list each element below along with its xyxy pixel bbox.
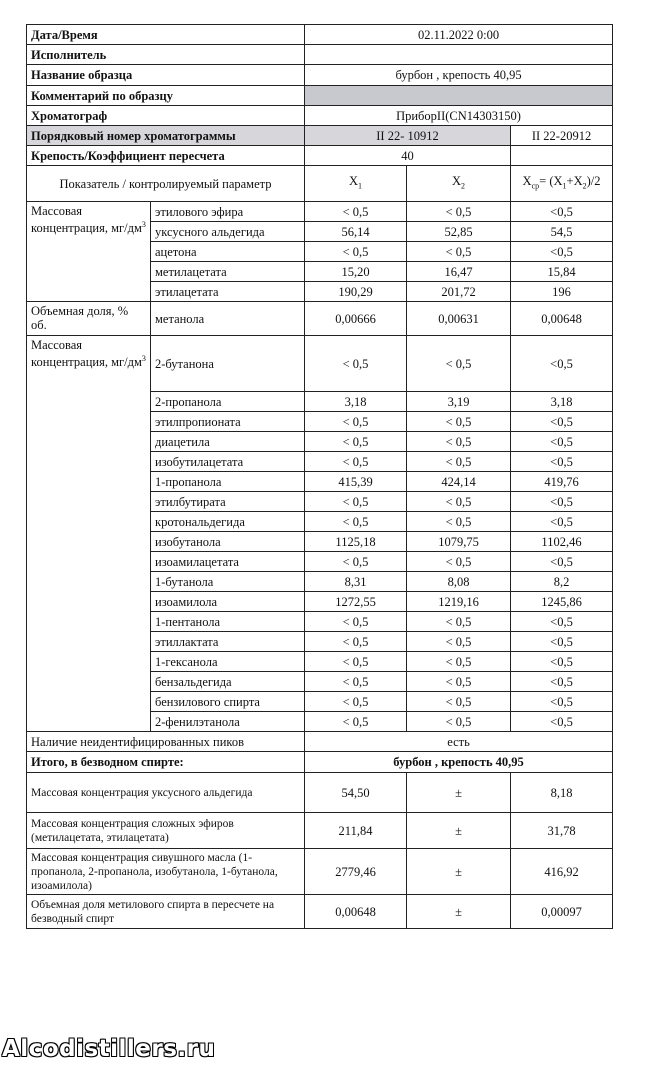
table-cell-avg: 196 [511,282,613,302]
summary-pm: ± [407,895,511,929]
summary-err: 416,92 [511,849,613,895]
table-cell-avg: 54,5 [511,222,613,242]
table-cell-x2: < 0,5 [407,242,511,262]
table-cell-x1: < 0,5 [305,412,407,432]
table-row-name: бензальдегида [151,672,305,692]
table-cell-x1: < 0,5 [305,672,407,692]
strength-label: Крепость/Коэффициент пересчета [27,146,305,166]
strength-empty-cell [511,146,613,166]
sample-value: бурбон , крепость 40,95 [305,65,613,86]
table-cell-avg: <0,5 [511,632,613,652]
table-cell-x1: 0,00666 [305,302,407,336]
summary-value: 0,00648 [305,895,407,929]
table-cell-avg: 1102,46 [511,532,613,552]
xavg-formula-c: )/2 [586,173,601,188]
table-row-name: диацетила [151,432,305,452]
table-cell-x2: < 0,5 [407,432,511,452]
table-cell-avg: 3,18 [511,392,613,412]
table-row-name: изоамилацетата [151,552,305,572]
table-cell-x2: < 0,5 [407,672,511,692]
watermark: Alcodistillers.ru [2,1036,216,1062]
total-label: Итого, в безводном спирте: [27,752,305,773]
table-row-name: 2-пропанола [151,392,305,412]
xavg-header [511,166,613,202]
table-cell-avg: <0,5 [511,712,613,732]
group3-label-sup: 3 [141,354,146,363]
xavg-header-letter: X [522,173,532,188]
table-row-name: этилпропионата [151,412,305,432]
table-cell-avg: 419,76 [511,472,613,492]
group1-label-text: Массовая концентрация, мг/дм [31,204,142,236]
table-row-name: этилбутирата [151,492,305,512]
table-cell-x1: 56,14 [305,222,407,242]
summary-value: 54,50 [305,773,407,813]
table-cell-x2: < 0,5 [407,492,511,512]
table-cell-x1: < 0,5 [305,202,407,222]
table-cell-avg: <0,5 [511,492,613,512]
table-cell-avg: <0,5 [511,612,613,632]
table-cell-x1: < 0,5 [305,336,407,392]
table-row-name: уксусного альдегида [151,222,305,242]
table-cell-x2: 52,85 [407,222,511,242]
unidentified-value: есть [305,732,613,752]
table-cell-avg: <0,5 [511,652,613,672]
table-cell-avg: <0,5 [511,552,613,572]
table-cell-x2: < 0,5 [407,652,511,672]
table-row-name: изобутилацетата [151,452,305,472]
table-cell-x1: 15,20 [305,262,407,282]
param-header: Показатель / контролируемый параметр [27,166,305,202]
table-cell-avg: 1245,86 [511,592,613,612]
x2-header [407,166,511,202]
table-cell-x1: < 0,5 [305,632,407,652]
table-cell-avg: 8,2 [511,572,613,592]
seq-value-2: II 22-20912 [511,126,613,146]
table-cell-x1: 415,39 [305,472,407,492]
table-cell-x1: < 0,5 [305,692,407,712]
table-cell-avg: 15,84 [511,262,613,282]
table-cell-x2: < 0,5 [407,202,511,222]
table-cell-avg: <0,5 [511,336,613,392]
table-cell-avg: <0,5 [511,202,613,222]
table-cell-avg: 0,00648 [511,302,613,336]
table-cell-x2: 0,00631 [407,302,511,336]
table-cell-x1: 1272,55 [305,592,407,612]
executor-value [305,45,613,65]
table-cell-x2: 201,72 [407,282,511,302]
summary-label: Массовая концентрация уксусного альдегида [27,773,305,813]
table-row-name: этилового эфира [151,202,305,222]
table-cell-avg: <0,5 [511,512,613,532]
group3-label-text: Массовая концентрация, мг/дм [31,338,142,370]
table-row-name: метилацетата [151,262,305,282]
table-cell-avg: <0,5 [511,412,613,432]
summary-label: Объемная доля метилового спирта в пересчете на безводный спирт [27,895,305,929]
comment-label: Комментарий по образцу [27,86,305,106]
table-cell-x1: 8,31 [305,572,407,592]
table-row-name: 2-бутанона [151,336,305,392]
table-cell-x1: < 0,5 [305,652,407,672]
table-row-name: 1-гексанола [151,652,305,672]
table-cell-x2: < 0,5 [407,412,511,432]
summary-pm: ± [407,813,511,849]
table-row-name: 1-пентанола [151,612,305,632]
table-cell-avg: <0,5 [511,692,613,712]
table-cell-avg: <0,5 [511,672,613,692]
table-row-name: кротональдегида [151,512,305,532]
group1-label-sup: 3 [141,220,146,229]
summary-value: 211,84 [305,813,407,849]
table-cell-avg: <0,5 [511,242,613,262]
summary-err: 8,18 [511,773,613,813]
table-row-name: 1-пропанола [151,472,305,492]
table-cell-x1: 3,18 [305,392,407,412]
table-cell-avg: <0,5 [511,452,613,472]
table-cell-x2: 8,08 [407,572,511,592]
chromatograph-value: ПриборII(CN14303150) [305,106,613,126]
chromatograph-label: Хроматограф [27,106,305,126]
table-cell-x2: < 0,5 [407,452,511,472]
table-cell-x1: < 0,5 [305,512,407,532]
table-cell-x1: < 0,5 [305,552,407,572]
table-cell-x1: 190,29 [305,282,407,302]
analysis-report-table [26,24,613,929]
table-cell-x2: < 0,5 [407,632,511,652]
table-cell-x2: < 0,5 [407,612,511,632]
table-row-name: метанола [151,302,305,336]
seq-value-1: II 22- 10912 [305,126,511,146]
table-cell-x2: 3,19 [407,392,511,412]
xavg-formula-a: = (X [539,173,563,188]
table-cell-x1: < 0,5 [305,612,407,632]
table-row-name: изоамилола [151,592,305,612]
group3-label [27,336,151,732]
table-row-name: этиллактата [151,632,305,652]
table-cell-x1: < 0,5 [305,452,407,472]
summary-err: 31,78 [511,813,613,849]
table-cell-x1: 1125,18 [305,532,407,552]
table-row-name: 2-фенилэтанола [151,712,305,732]
table-row-name: ацетона [151,242,305,262]
table-cell-x2: < 0,5 [407,512,511,532]
table-row-name: изобутанола [151,532,305,552]
date-value: 02.11.2022 0:00 [305,25,613,45]
xavg-header-sub: ср [531,181,540,191]
x2-header-letter: X [452,173,462,188]
group2-label: Объемная доля, % об. [27,302,151,336]
table-cell-x2: 424,14 [407,472,511,492]
x1-header-letter: X [349,173,359,188]
summary-label: Массовая концентрация сивушного масла (1-пропанола, 2-пропанола, изобутанола, 1-бутанола, изоамилола) [27,849,305,895]
table-cell-x2: 16,47 [407,262,511,282]
x2-header-sub: 2 [461,181,466,191]
sample-label: Название образца [27,65,305,86]
strength-value: 40 [305,146,511,166]
xavg-formula-sub1: 1 [562,181,567,191]
xavg-formula-sub2: 2 [582,181,587,191]
total-value: бурбон , крепость 40,95 [305,752,613,773]
summary-pm: ± [407,773,511,813]
table-cell-avg: <0,5 [511,432,613,452]
comment-value [305,86,613,106]
table-cell-x2: 1079,75 [407,532,511,552]
table-row-name: 1-бутанола [151,572,305,592]
table-cell-x1: < 0,5 [305,432,407,452]
table-cell-x2: 1219,16 [407,592,511,612]
unidentified-label: Наличие неидентифицированных пиков [27,732,305,752]
table-row-name: бензилового спирта [151,692,305,712]
summary-label: Массовая концентрация сложных эфиров (метилацетата, этилацетата) [27,813,305,849]
table-row-name: этилацетата [151,282,305,302]
table-cell-x1: < 0,5 [305,492,407,512]
table-cell-x2: < 0,5 [407,712,511,732]
summary-value: 2779,46 [305,849,407,895]
executor-label: Исполнитель [27,45,305,65]
table-cell-x2: < 0,5 [407,692,511,712]
seq-label: Порядковый номер хроматограммы [27,126,305,146]
table-cell-x1: < 0,5 [305,242,407,262]
summary-err: 0,00097 [511,895,613,929]
table-cell-x2: < 0,5 [407,336,511,392]
x1-header [305,166,407,202]
xavg-formula-b: +X [566,173,583,188]
date-label: Дата/Время [27,25,305,45]
table-cell-x2: < 0,5 [407,552,511,572]
group1-label [27,202,151,302]
table-cell-x1: < 0,5 [305,712,407,732]
summary-pm: ± [407,849,511,895]
x1-header-sub: 1 [358,181,363,191]
